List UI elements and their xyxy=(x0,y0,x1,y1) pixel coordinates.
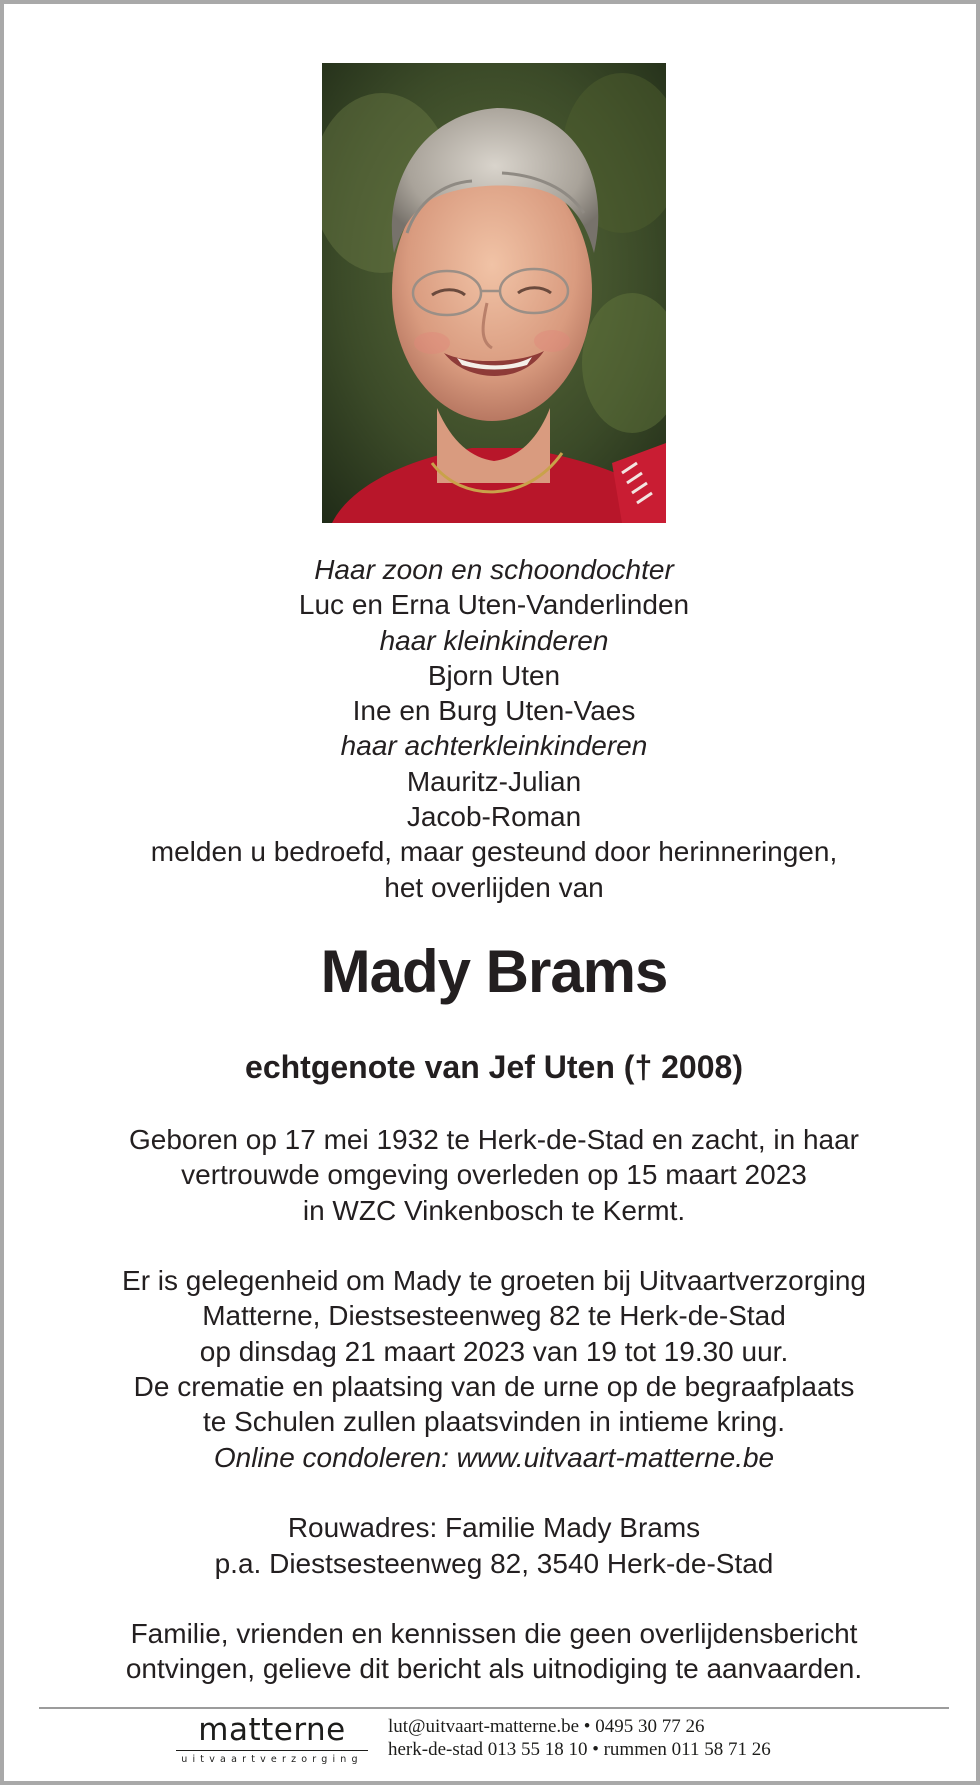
visitation-line: te Schulen zullen plaatsvinden in intieme kring. xyxy=(202,1406,786,1438)
logo-rule xyxy=(176,1750,368,1751)
family-line: het overlijden van xyxy=(384,871,604,903)
spouse-line: echtgenote van Jef Uten († 2008) xyxy=(245,1049,743,1085)
family-line: haar achterkleinkinderen xyxy=(340,730,648,762)
address-paragraph xyxy=(44,1510,944,1581)
condolence-link[interactable]: Online condoleren: www.uitvaart-matterne.be xyxy=(213,1441,775,1473)
logo-wordmark: matterne xyxy=(198,1712,346,1748)
family-announcement xyxy=(44,552,944,905)
family-line: Mauritz-Julian xyxy=(406,765,582,797)
family-line: Ine en Burg Uten-Vaes xyxy=(352,695,636,727)
visitation-line: Er is gelegenheid om Mady te groeten bij Uitvaartverzorging xyxy=(122,1265,866,1297)
birth-death-line: vertrouwde omgeving overleden op 15 maart 2023 xyxy=(181,1159,807,1191)
visitation-line: Matterne, Diestsesteenweg 82 te Herk-de-Stad xyxy=(202,1300,786,1332)
family-line: Bjorn Uten xyxy=(427,659,561,691)
birth-death-paragraph xyxy=(44,1122,944,1228)
logo-subtitle: uitvaartverzorging xyxy=(181,1754,363,1765)
funeral-home-logo xyxy=(176,1712,368,1765)
family-line: Jacob-Roman xyxy=(406,801,582,833)
invitation-line: ontvingen, gelieve dit bericht als uitnodiging te aanvaarden. xyxy=(125,1653,863,1685)
visitation-line: op dinsdag 21 maart 2023 van 19 tot 19.30 uur. xyxy=(199,1335,789,1367)
deceased-name: Mady Brams xyxy=(320,938,668,1005)
contact-line-offices: herk-de-stad 013 55 18 10 • rummen 011 58 71 26 xyxy=(388,1739,771,1760)
visitation-paragraph xyxy=(44,1263,944,1475)
invitation-paragraph xyxy=(44,1616,944,1687)
birth-death-line: Geboren op 17 mei 1932 te Herk-de-Stad en zacht, in haar xyxy=(129,1124,859,1155)
birth-death-line: in WZC Vinkenbosch te Kermt. xyxy=(302,1194,686,1226)
family-line: melden u bedroefd, maar gesteund door herinneringen, xyxy=(150,836,838,868)
portrait-photo xyxy=(322,63,666,523)
family-line: haar kleinkinderen xyxy=(379,624,609,656)
invitation-line: Familie, vrienden en kennissen die geen overlijdensbericht xyxy=(130,1618,858,1650)
details-block xyxy=(44,1122,944,1722)
footer-divider xyxy=(39,1707,949,1709)
portrait-illustration xyxy=(322,63,666,523)
address-line: p.a. Diestsesteenweg 82, 3540 Herk-de-Stad xyxy=(214,1547,774,1579)
visitation-line: De crematie en plaatsing van de urne op de begraafplaats xyxy=(133,1371,855,1403)
visitation-lines xyxy=(44,1263,944,1439)
family-line: Haar zoon en schoondochter xyxy=(314,554,674,585)
contact-line-email-phone[interactable]: lut@uitvaart-matterne.be • 0495 30 77 26 xyxy=(388,1716,705,1737)
address-line: Rouwadres: Familie Mady Brams xyxy=(287,1512,701,1544)
footer-contact xyxy=(388,1715,771,1761)
family-line: Luc en Erna Uten-Vanderlinden xyxy=(298,589,690,621)
